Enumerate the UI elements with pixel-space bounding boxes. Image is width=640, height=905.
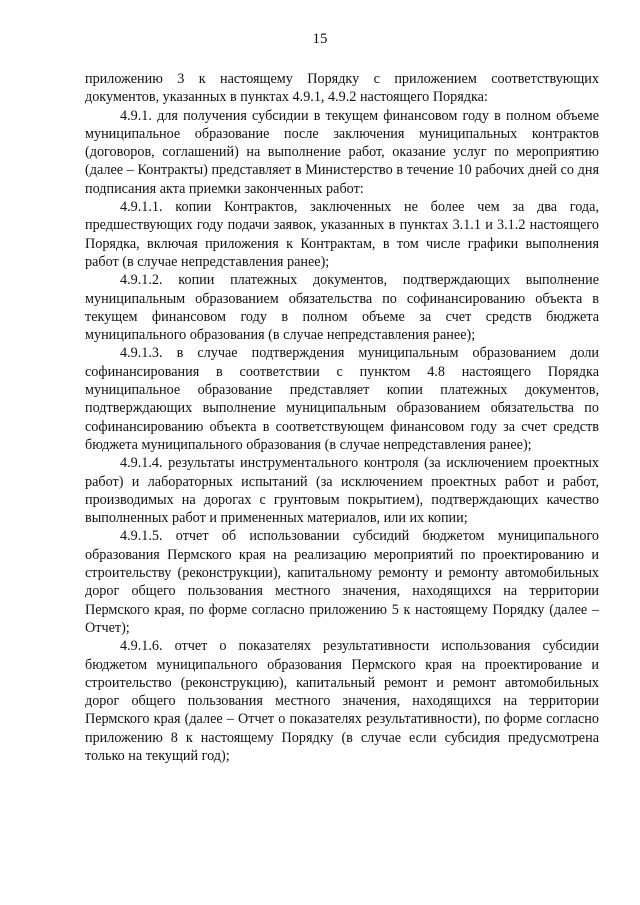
paragraph-4-9-1-3: 4.9.1.3. в случае подтверждения муниципальным образованием доли софинансирования в соответствии с пунктом 4.8 настоящего Порядка муниципальное образование представляет копии платежных документов, подтверждающих выполнение муниципальным образованием обязательства по софинансированию объекта в соответствующем финансовом году за счет средств бюджета муниципального образования (в случае непредставления ранее); <box>85 345 599 453</box>
paragraph-4-9-1-5: 4.9.1.5. отчет об использовании субсидий бюджетом муниципального образования Пермского края на реализацию мероприятий по проектированию и строительству (реконструкции), капитальному ремонту и ремонту автомобильных дорог общего пользования местного значения, находящихся на территории Пермского края, по форме согласно приложению 5 к настоящему Порядку (далее – Отчет); <box>85 528 599 636</box>
paragraph-4-9-1-6: 4.9.1.6. отчет о показателях результативности использования субсидии бюджетом муниципального образования Пермского края на проектирование и строительство (реконструкцию), капитальный ремонт и ремонт автомобильных дорог общего пользования местного значения, находящихся на территории Пермского края (далее – Отчет о показателях результативности), по форме согласно приложению 8 к настоящему Порядку (в случае если субсидия предусмотрена только на текущий год); <box>85 638 599 764</box>
paragraph-4-9-1-1: 4.9.1.1. копии Контрактов, заключенных не более чем за два года, предшествующих году подачи заявок, указанных в пунктах 3.1.1 и 3.1.2 настоящего Порядка, включая приложения к Контрактам, в том числе графики выполнения работ (в случае непредставления ранее); <box>85 199 599 270</box>
document-body <box>85 70 599 765</box>
paragraph-continuation: приложению 3 к настоящему Порядку с приложением соответствующих документов, указанных в пунктах 4.9.1, 4.9.2 настоящего Порядка: <box>85 71 599 106</box>
paragraph-4-9-1-4: 4.9.1.4. результаты инструментального контроля (за исключением проектных работ) и лабораторных испытаний (за исключением проектных работ и работ, производимых на дорогах с грунтовым покрытием), подтверждающих качество выполненных работ и примененных материалов, или их копии; <box>85 455 599 527</box>
page-number: 15 <box>312 31 328 47</box>
paragraph-4-9-1-2: 4.9.1.2. копии платежных документов, подтверждающих выполнение муниципальным образованием обязательства по софинансированию объекта в текущем финансовом году в полном объеме за счет средств бюджета муниципального образования (в случае непредставления ранее); <box>85 272 599 344</box>
paragraph-4-9-1: 4.9.1. для получения субсидии в текущем финансовом году в полном объеме муниципальное образование после заключения муниципальных контрактов (договоров, соглашений) на выполнение работ, оказание услуг по мероприятию (далее – Контракты) представляет в Министерство в течение 10 рабочих дней со дня подписания акта приемки законченных работ: <box>85 107 599 197</box>
